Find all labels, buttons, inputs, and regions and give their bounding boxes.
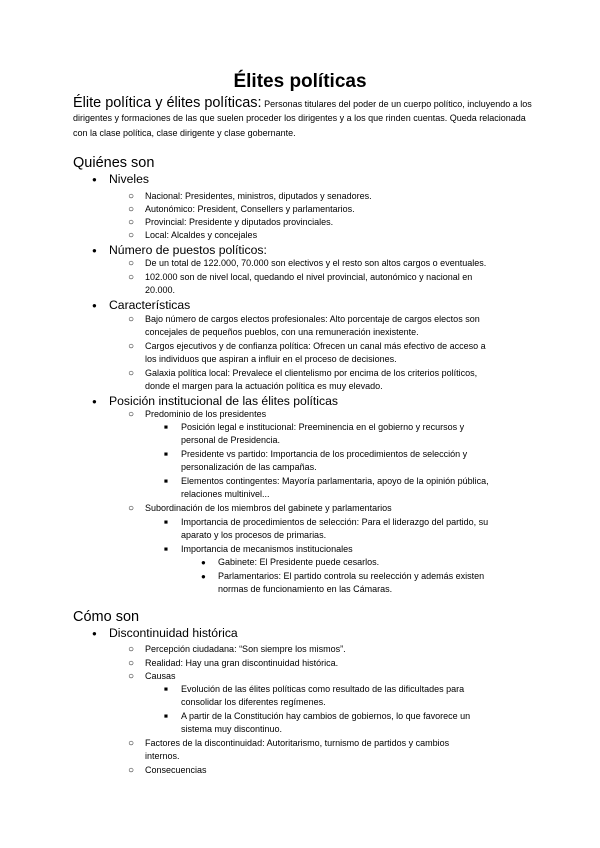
bullet-icon: ■ <box>164 519 168 526</box>
bullet-icon: ○ <box>128 191 135 202</box>
outline-item-level-2: Percepción ciudadana: “Son siempre los mismos”. <box>145 644 346 654</box>
outline-item-level-2: Local: Alcaldes y concejales <box>145 230 258 240</box>
bullet-icon: ○ <box>128 644 135 655</box>
section-heading: Quiénes son <box>73 155 155 171</box>
outline-item-level-3: A partir de la Constitución hay cambios de gobiernos, lo que favorece un <box>181 711 471 721</box>
bullet-icon: ● <box>92 246 97 255</box>
outline-item-level-3: Importancia de mecanismos institucionales <box>181 544 353 554</box>
section-heading: Cómo son <box>73 609 140 625</box>
outline-item-continuation: 20.000. <box>145 285 176 296</box>
outline-item-level-3: Evolución de las élites políticas como resultado de las dificultades para <box>181 684 465 694</box>
outline-item-continuation: aparato y los procesos de primarias. <box>181 530 327 541</box>
bullet-icon: ● <box>92 175 97 184</box>
outline-item-level-1: Discontinuidad histórica <box>109 626 238 640</box>
outline-item-level-2: Autonómico: President, Consellers y parlamentarios. <box>145 204 355 214</box>
intro-lead: Élite política y élites políticas: <box>73 95 262 111</box>
outline-item-continuation: normas de funcionamiento en las Cámaras. <box>218 584 393 595</box>
outline-item-level-2: Cargos ejecutivos y de confianza política: Ofrecen un canal más efectivo de acceso a <box>145 341 486 351</box>
bullet-icon: ● <box>92 397 97 406</box>
bullet-icon: ○ <box>128 671 135 682</box>
bullet-icon: ● <box>201 558 206 567</box>
outline-item-level-2: Predominio de los presidentes <box>145 409 267 419</box>
outline-item-continuation: relaciones multinivel... <box>181 489 270 500</box>
bullet-icon: ○ <box>128 314 135 325</box>
intro-paragraph <box>73 96 533 140</box>
bullet-icon: ■ <box>164 546 168 553</box>
outline-item-level-2: Factores de la discontinuidad: Autoritarismo, turnismo de partidos y cambios <box>145 738 450 748</box>
bullet-icon: ○ <box>128 341 135 352</box>
outline-item-continuation: donde el margen para la actuación política es muy elevado. <box>145 381 383 392</box>
intro-text: Personas titulares del poder de un cuerpo político, incluyendo a los dirigentes y formaciones de las que suelen proceder los dirigentes y a los que rinden cuentas. Queda relacionada con la clase política, clase dirigente y clase gobernante. <box>73 99 532 138</box>
outline-item-level-1: Posición institucional de las élites políticas <box>109 394 338 408</box>
bullet-icon: ■ <box>164 451 168 458</box>
outline-item-level-1: Niveles <box>109 172 149 186</box>
outline-item-continuation: personal de Presidencia. <box>181 435 281 446</box>
outline-item-level-2: Nacional: Presidentes, ministros, diputados y senadores. <box>145 191 372 201</box>
outline-item-continuation: sistema muy discontinuo. <box>181 724 283 735</box>
bullet-icon: ■ <box>164 424 168 431</box>
outline-item-level-2: Bajo número de cargos electos profesionales: Alto porcentaje de cargos electos son <box>145 314 480 324</box>
outline-item-level-2: Provincial: Presidente y diputados provinciales. <box>145 217 334 227</box>
outline-item-level-2: De un total de 122.000, 70.000 son electivos y el resto son altos cargos o eventuales. <box>145 258 487 268</box>
bullet-icon: ■ <box>164 713 168 720</box>
outline-item-continuation: internos. <box>145 751 180 762</box>
outline-item-level-2: Realidad: Hay una gran discontinuidad histórica. <box>145 658 339 668</box>
bullet-icon: ○ <box>128 738 135 749</box>
bullet-icon: ○ <box>128 204 135 215</box>
outline-item-level-2: Causas <box>145 671 176 681</box>
bullet-icon: ■ <box>164 686 168 693</box>
outline-item-level-2: 102.000 son de nivel local, quedando el nivel provincial, autonómico y nacional en <box>145 272 473 282</box>
outline-item-continuation: concejales de pequeños pueblos, con una remuneración inexistente. <box>145 327 419 338</box>
bullet-icon: ○ <box>128 272 135 283</box>
outline-item-level-4: Parlamentarios: El partido controla su reelección y además existen <box>218 571 485 581</box>
outline-item-level-1: Características <box>109 298 191 312</box>
outline-item-level-1: Número de puestos políticos: <box>109 243 267 257</box>
bullet-icon: ○ <box>128 368 135 379</box>
outline-item-continuation: personalización de las campañas. <box>181 462 317 473</box>
bullet-icon: ○ <box>128 258 135 269</box>
outline-item-level-4: Gabinete: El Presidente puede cesarlos. <box>218 557 380 567</box>
bullet-icon: ○ <box>128 217 135 228</box>
document-title: Élites políticas <box>233 71 367 92</box>
bullet-icon: ○ <box>128 765 135 776</box>
outline-item-level-2: Subordinación de los miembros del gabinete y parlamentarios <box>145 503 392 513</box>
outline-item-level-2: Galaxia política local: Prevalece el clientelismo por encima de los criterios políticos, <box>145 368 478 378</box>
bullet-icon: ● <box>201 572 206 581</box>
bullet-icon: ○ <box>128 409 135 420</box>
outline-item-continuation: los individuos que aspiran a influir en el proceso de decisiones. <box>145 354 397 365</box>
outline-item-level-3: Importancia de procedimientos de selección: Para el liderazgo del partido, su <box>181 517 489 527</box>
outline-item-level-3: Presidente vs partido: Importancia de los procedimientos de selección y <box>181 449 468 459</box>
bullet-icon: ○ <box>128 230 135 241</box>
outline-item-level-3: Posición legal e institucional: Preeminencia en el gobierno y recursos y <box>181 422 465 432</box>
outline-item-level-2: Consecuencias <box>145 765 207 775</box>
bullet-icon: ○ <box>128 658 135 669</box>
bullet-icon: ○ <box>128 503 135 514</box>
outline-item-level-3: Elementos contingentes: Mayoría parlamentaria, apoyo de la opinión pública, <box>181 476 489 486</box>
bullet-icon: ● <box>92 301 97 310</box>
bullet-icon: ■ <box>164 478 168 485</box>
bullet-icon: ● <box>92 629 97 638</box>
outline-item-continuation: consolidar los diferentes regímenes. <box>181 697 326 708</box>
